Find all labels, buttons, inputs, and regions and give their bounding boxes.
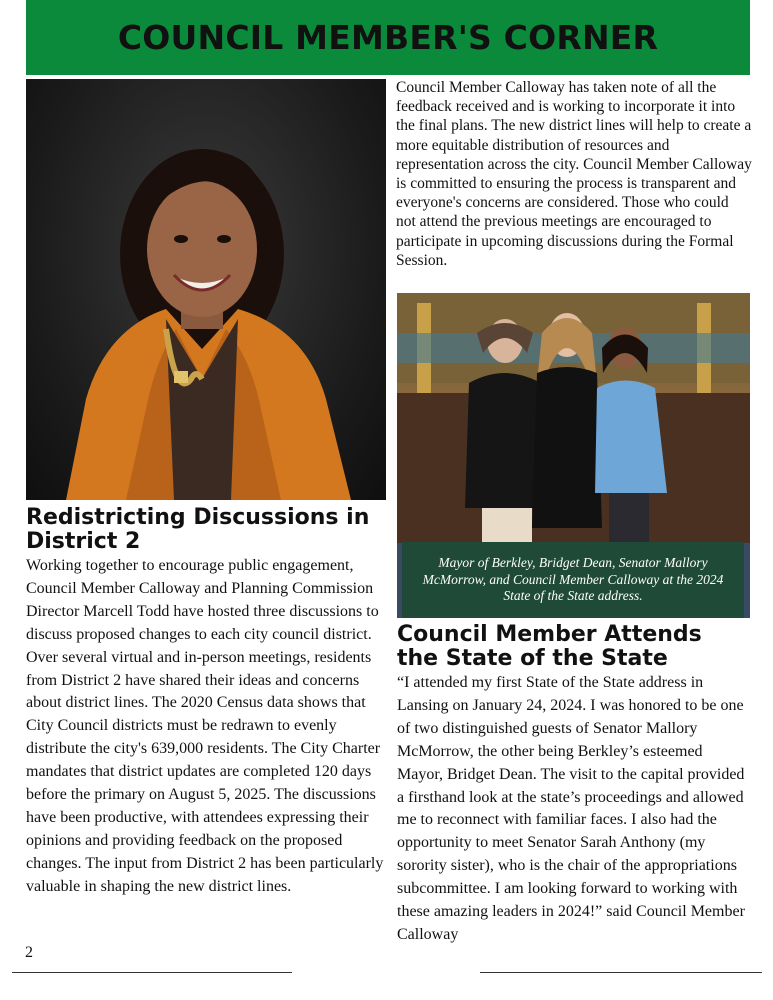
portrait-illustration [26, 79, 386, 500]
page-title: COUNCIL MEMBER'S CORNER [117, 18, 659, 57]
council-member-portrait [26, 79, 386, 500]
intro-paragraph: Council Member Calloway has taken note of all the feedback received and is working to incorporate it into the final plans. The new district lines will help to create a more equitable distribution of resources and representation across the city. Council Member Calloway is committed to ensuring the process is transparent and everyone's concerns are considered. Those who could not attend the previous meetings are encouraged to participate in upcoming discussions during the Formal Session. [396, 79, 752, 269]
page-number: 2 [25, 944, 33, 961]
photo-caption-text: Mayor of Berkley, Bridget Dean, Senator Mallory McMorrow, and Council Member Calloway at the 2024 State of the State address. [422, 555, 724, 604]
article2-heading: Council Member Attends the State of the State [397, 622, 702, 671]
page-header-banner [26, 0, 750, 75]
article1-heading: Redistricting Discussions in District 2 [26, 505, 370, 554]
article2-body: “I attended my first State of the State address in Lansing on January 24, 2024. I was honored to be one of two distinguished guests of Senator Mallory McMorrow, the other being Berkley’s esteemed Mayor, Bridget Dean. The visit to the capital provided a firsthand look at the state’s proceedings and allowed me to reconnect with familiar faces. I also had the opportunity to meet Senator Sarah Anthony (my sorority sister), who is the chair of the appropriations subcommittee. I am looking forward to working with these amazing leaders in 2024!” said Council Member Calloway [397, 674, 745, 943]
footer-divider-right [480, 972, 762, 973]
article1-body: Working together to encourage public engagement, Council Member Calloway and Planning Commission Director Marcell Todd have hosted three discussions to discuss proposed changes to each city council district. Over several virtual and in-person meetings, residents from District 2 have shared their ideas and concerns about district lines. The 2020 Census data shows that City Council districts must be redrawn to evenly distribute the city's 639,000 residents. The City Charter mandates that district updates are completed 120 days before the primary on August 5, 2025. The discussions have been productive, with attendees expressing their opinions and providing feedback on the proposed changes. The input from District 2 has been particularly valuable in shaping the new district lines. [26, 557, 384, 895]
photo-caption [402, 542, 744, 618]
footer-divider-left [12, 972, 292, 973]
